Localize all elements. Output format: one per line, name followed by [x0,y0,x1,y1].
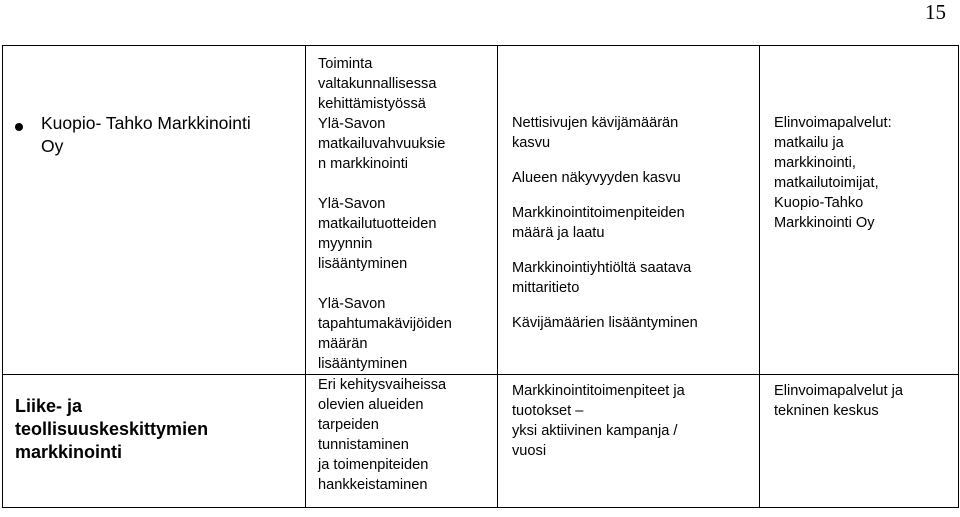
topic-line: Liike- ja [15,396,83,416]
responsible-line: matkailu ja [774,135,844,151]
row2-responsible-cell [760,375,959,508]
responsible-line: Elinvoimapalvelut: [774,115,892,131]
metric-line: Markkinointitoimenpiteet ja [512,383,685,399]
row2-topic-cell [3,375,306,508]
goal-line: lisääntyminen [318,256,408,272]
metric-line: Nettisivujen kävijämäärän [512,115,679,131]
topic-line: teollisuuskeskittymien [15,419,209,439]
goal-line: matkailuvahvuuksie [318,136,446,152]
metric-line: mittaritieto [512,280,580,296]
row2-goals-cell [306,375,498,508]
goal-line: Toiminta [318,56,373,72]
responsible-line: Kuopio-Tahko [774,195,864,211]
goal-line: myynnin [318,236,373,252]
goal-line: ja toimenpiteiden [318,457,429,473]
goal-line: tunnistaminen [318,437,409,453]
row1-goals-cell [306,46,498,375]
row2-metrics-cell [498,375,760,508]
goal-line: Eri kehitysvaiheissa [318,377,447,393]
goal-line: Ylä-Savon [318,296,386,312]
goal-line: kehittämistyössä [318,96,426,112]
metric-line: yksi aktiivinen kampanja / [512,423,678,439]
goal-line: määrän [318,336,368,352]
goal-line: olevien alueiden [318,397,424,413]
table-row [3,375,959,508]
metric-line: määrä ja laatu [512,225,605,241]
metric-line: kasvu [512,135,551,151]
responsible-line: markkinointi, [774,155,856,171]
row1-metrics-cell [498,46,760,375]
responsible-line: Elinvoimapalvelut ja [774,383,903,399]
goal-line: matkailutuotteiden [318,216,437,232]
goal-line: hankkeistaminen [318,477,428,493]
goal-line: Ylä-Savon [318,196,386,212]
responsible-line: Markkinointi Oy [774,215,875,231]
metric-line: vuosi [512,443,547,459]
metric-line: Markkinointitoimenpiteiden [512,205,685,221]
goal-line: tarpeiden [318,417,379,433]
page-number: 15 [925,0,946,24]
bullet-icon [15,123,23,131]
row1-topic-text [41,112,251,158]
row2-topic-text [3,375,305,464]
goal-line: tapahtumakävijöiden [318,316,452,332]
row1-responsible-cell [760,46,959,375]
row1-topic-cell [3,46,306,375]
responsible-line: tekninen keskus [774,403,879,419]
topic-line: Kuopio- Tahko Markkinointi [41,113,251,133]
document-table [2,45,959,508]
topic-line: Oy [41,136,64,156]
topic-line: markkinointi [15,442,123,462]
goal-line: n markkinointi [318,156,409,172]
metric-line: Alueen näkyvyyden kasvu [512,170,681,186]
goal-line: valtakunnallisessa [318,76,437,92]
goal-line: Ylä-Savon [318,116,386,132]
metric-line: tuotokset – [512,403,584,419]
responsible-line: matkailutoimijat, [774,175,879,191]
metric-line: Markkinointiyhtiöltä saatava [512,260,692,276]
metric-line: Kävijämäärien lisääntyminen [512,315,698,331]
table-row [3,46,959,375]
goal-line: lisääntyminen [318,356,408,372]
